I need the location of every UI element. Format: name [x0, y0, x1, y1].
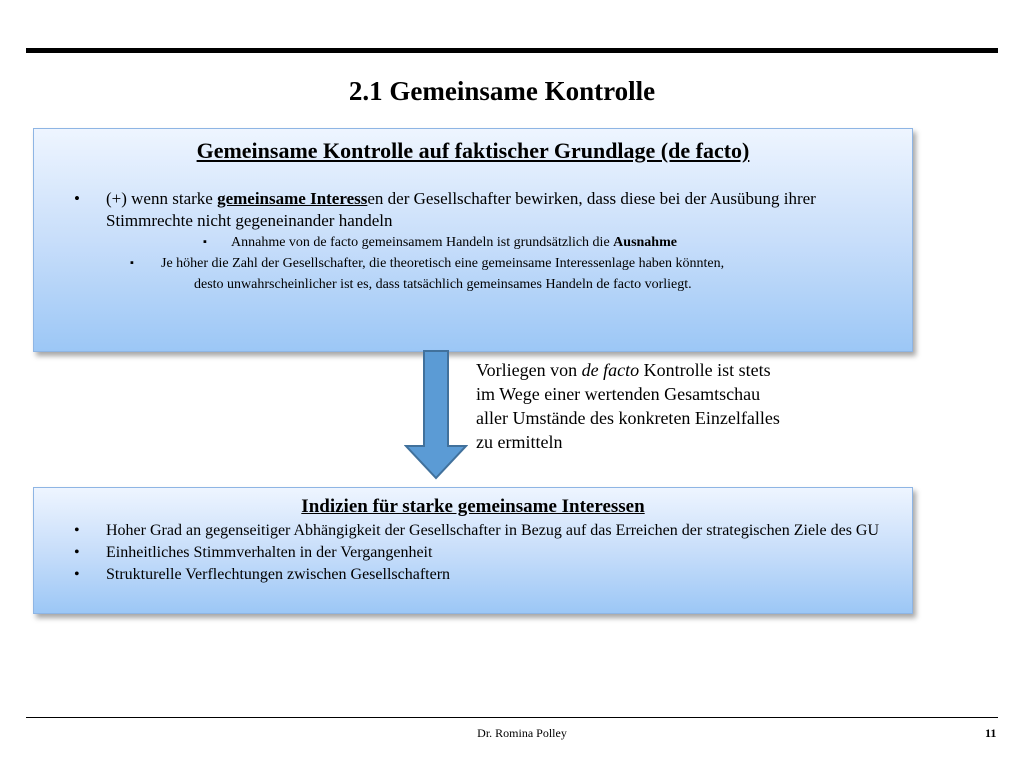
bullet-dot-icon: •	[74, 566, 80, 583]
indicators-list	[34, 520, 912, 586]
de-facto-bullet	[34, 188, 912, 232]
sub-bullet-ausnahme	[34, 232, 912, 253]
bullet-text-post: en der Gesellschafter bewirken, dass diese bei der Ausübung ihrer Stimmrechte nicht gegeneinander handeln	[106, 189, 816, 230]
down-arrow-icon	[404, 350, 468, 480]
sub-bullet-line2: desto unwahrscheinlicher ist es, dass tatsächlich gemeinsames Handeln de facto vorliegt.	[194, 277, 692, 292]
slide-title: 2.1 Gemeinsame Kontrolle	[348, 76, 656, 106]
list-item	[34, 542, 912, 564]
side-note	[476, 358, 786, 454]
de-facto-control-box	[33, 128, 913, 352]
top-rule	[26, 48, 998, 53]
square-bullet-icon: ▪	[130, 257, 134, 269]
list-item-text: Strukturelle Verflechtungen zwischen Gesellschaftern	[106, 566, 451, 583]
bullet-dot-icon: •	[74, 544, 80, 561]
list-item-text: Einheitliches Stimmverhalten in der Vergangenheit	[106, 544, 433, 561]
side-note-pre: Vorliegen von	[476, 360, 582, 380]
page-number: 11	[985, 726, 997, 740]
sub-bullet-bold: Ausnahme	[613, 235, 677, 250]
list-item-text: Hoher Grad an gegenseitiger Abhängigkeit der Gesellschafter in Bezug auf das Erreichen der strategischen Ziele des GU	[106, 522, 880, 539]
bottom-rule	[26, 717, 998, 718]
footer-author: Dr. Romina Polley	[477, 726, 567, 740]
bullet-text-emphasis: gemeinsame Interess	[217, 189, 368, 208]
down-arrow-shape	[406, 351, 466, 478]
bullet-dot-icon: •	[74, 189, 80, 208]
indicators-box-heading: Indizien für starke gemeinsame Interessen	[301, 496, 645, 517]
indicators-box	[33, 487, 913, 614]
bullet-text-pre: (+) wenn starke	[106, 189, 218, 208]
list-item	[34, 520, 912, 542]
square-bullet-icon: ▪	[203, 236, 207, 248]
de-facto-bullet-list	[34, 188, 912, 232]
de-facto-box-heading: Gemeinsame Kontrolle auf faktischer Grundlage (de facto)	[196, 138, 750, 163]
bullet-dot-icon: •	[74, 522, 80, 539]
side-note-italic: de facto	[581, 360, 640, 380]
side-note-post: Kontrolle ist stets im Wege einer wertenden Gesamtschau aller Umstände des konkreten Einzelfalles zu ermitteln	[476, 360, 780, 452]
sub-bullet-text: Annahme von de facto gemeinsamem Handeln ist grundsätzlich die	[231, 235, 614, 250]
list-item	[34, 564, 912, 586]
sub-bullet-gesellschafter	[34, 253, 912, 274]
sub-bullet-line1: Je höher die Zahl der Gesellschafter, die theoretisch eine gemeinsame Interessenlage haben könnten,	[161, 256, 725, 271]
